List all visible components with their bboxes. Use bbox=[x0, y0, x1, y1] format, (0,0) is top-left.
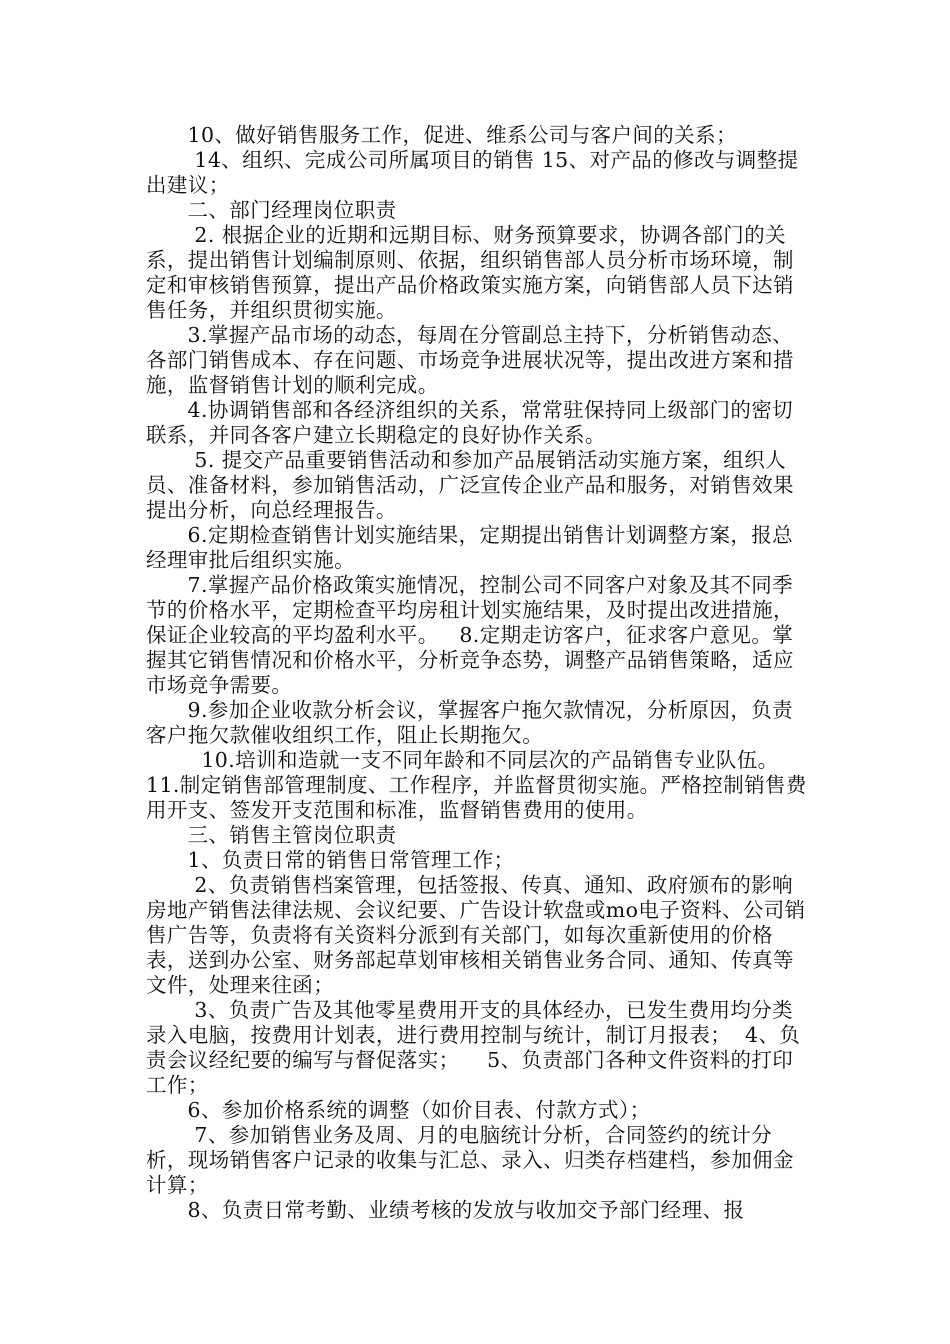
paragraph: 6.定期检查销售计划实施结果，定期提出销售计划调整方案，报总经理审批后组织实施。 bbox=[146, 523, 794, 572]
paragraph: 10、做好销售服务工作，促进、维系公司与客户间的关系； bbox=[187, 123, 737, 147]
section-heading: 二、部门经理岗位职责 bbox=[187, 198, 397, 222]
paragraph: 1、负责日常的销售日常管理工作； bbox=[187, 848, 515, 872]
paragraph: 7.掌握产品价格政策实施情况，控制公司不同客户对象及其不同季节的价格水平，定期检查平均房租计划实施结果，及时提出改进措施，保证企业较高的平均盈利水平。 8.定期走访客户，征求客户意见。掌握其它销售情况和价格水平，分析竞争态势，调整产品销售策略，适应市场竞争需要。 bbox=[146, 573, 794, 697]
paragraph: 2. 根据企业的近期和远期目标、财务预算要求，协调各部门的关系，提出销售计划编制原则、依据，组织销售部人员分析市场环境，制定和审核销售预算，提出产品价格政策实施方案，向销售部人员下达销售任务，并组织贯彻实施。 bbox=[146, 223, 794, 322]
document-body bbox=[146, 123, 812, 1223]
paragraph: 2、负责销售档案管理，包括签报、传真、通知、政府颁布的影响房地产销售法律法规、会议纪要、广告设计软盘或mo电子资料、公司销售广告等，负责将有关资料分派到有关部门，如每次重新使用的价格表，送到办公室、财务部起草划审核相关销售业务合同、通知、传真等文件，处理来往函； bbox=[146, 873, 806, 997]
section-heading: 三、销售主管岗位职责 bbox=[187, 823, 397, 847]
paragraph: 8、负责日常考勤、业绩考核的发放与收加交予部门经理、报 bbox=[187, 1198, 745, 1222]
paragraph: 3.掌握产品市场的动态，每周在分管副总主持下，分析销售动态、各部门销售成本、存在问题、市场竞争进展状况等，提出改进方案和措施，监督销售计划的顺利完成。 bbox=[146, 323, 794, 397]
paragraph: 14、组织、完成公司所属项目的销售 15、对产品的修改与调整提出建议； bbox=[146, 148, 799, 197]
paragraph: 9.参加企业收款分析会议，掌握客户拖欠款情况，分析原因，负责客户拖欠款催收组织工作，阻止长期拖欠。 bbox=[146, 698, 794, 747]
paragraph: 7、参加销售业务及周、月的电脑统计分析，合同签约的统计分析，现场销售客户记录的收集与汇总、录入、归类存档建档，参加佣金计算； bbox=[146, 1123, 794, 1197]
paragraph: 6、参加价格系统的调整（如价目表、付款方式）； bbox=[187, 1098, 651, 1122]
paragraph: 5. 提交产品重要销售活动和参加产品展销活动实施方案，组织人员、准备材料，参加销售活动，广泛宣传企业产品和服务，对销售效果提出分析，向总经理报告。 bbox=[146, 448, 794, 522]
paragraph: 3、负责广告及其他零星费用开支的具体经办，已发生费用均分类录入电脑，按费用计划表，进行费用控制与统计，制订月报表； 4、负责会议经纪要的编写与督促落实； 5、负责部门各种文件资料的打印工作； bbox=[146, 998, 801, 1097]
paragraph: 10.培训和造就一支不同年龄和不同层次的产品销售专业队伍。 11.制定销售部管理制度、工作程序，并监督贯彻实施。严格控制销售费用开支、签发开支范围和标准，监督销售费用的使用。 bbox=[146, 748, 807, 822]
paragraph: 4.协调销售部和各经济组织的关系，常常驻保持同上级部门的密切联系，并同各客户建立长期稳定的良好协作关系。 bbox=[146, 398, 794, 447]
